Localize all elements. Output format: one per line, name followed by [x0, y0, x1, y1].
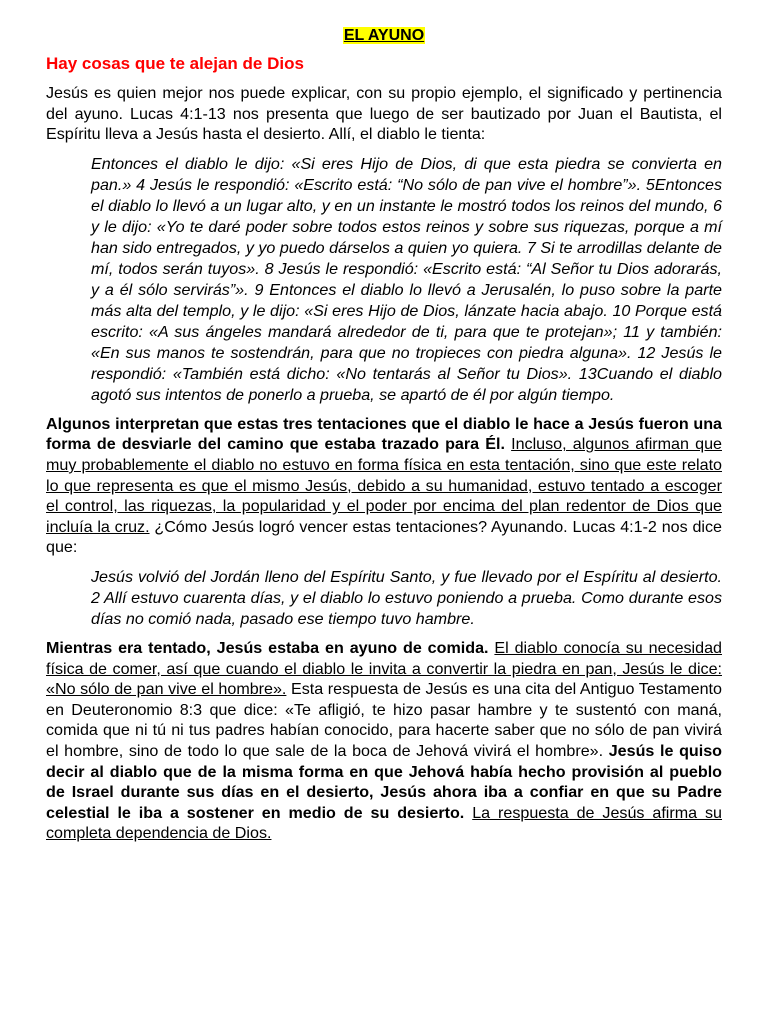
document-title	[46, 26, 722, 46]
interpretation-plain-text: ¿Cómo Jesús logró vencer estas tentaciones? Ayunando. Lucas 4:1-2 nos dice que:	[46, 517, 722, 557]
paragraph-interpretation	[46, 414, 722, 558]
document-page	[46, 26, 722, 853]
fasting-bold-text-2: Jesús le quiso decir al diablo que de la misma forma en que Jehová había hecho provisión al pueblo de Israel durante sus días en el desierto, Jesús ahora iba a confiar en que su Padre celestial le iba a sostener en medio de su desierto.	[46, 741, 722, 822]
fasting-underlined-text-1: El diablo conocía su necesidad física de comer, así que cuando el diablo le invita a convertir la piedra en pan, Jesús le dice: «No sólo de pan vive el hombre».	[46, 638, 722, 699]
document-subtitle: Hay cosas que te alejan de Dios	[46, 54, 304, 73]
paragraph-fasting	[46, 638, 722, 844]
fasting-underlined-text-2: La respuesta de Jesús afirma su completa dependencia de Dios.	[46, 803, 723, 843]
quote-luke-temptation: Entonces el diablo le dijo: «Si eres Hijo de Dios, di que esta piedra se convierta en pan.» 4 Jesús le respondió: «Escrito está: “No sólo de pan vive el hombre”». 5Entonces el diablo lo llevó a un lugar alto, y en un instante le mostró todos los reinos del mundo, 6 y le dijo: «Yo te daré poder sobre todos estos reinos y sobre sus riquezas, porque a mí han sido entregados, y yo puedo dárselos a quien yo quiera. 7 Si te arrodillas delante de mí, todos serán tuyos». 8 Jesús le respondió: «Escrito está: “Al Señor tu Dios adorarás, y a él sólo servirás”». 9 Entonces el diablo lo llevó a Jerusalén, lo puso sobre la parte más alta del templo, y le dijo: «Si eres Hijo de Dios, lánzate hacia abajo. 10 Porque está escrito: «A sus ángeles mandará alrededor de ti, para que te protejan»; 11 y también: «En sus manos te sostendrán, para que no tropieces con piedra alguna». 12 Jesús le respondió: «También está dicho: «No tentarás al Señor tu Dios». 13Cuando el diablo agotó sus intentos de ponerlo a prueba, se apartó de él por algún tiempo.	[91, 154, 722, 404]
fasting-bold-text-1: Mientras era tentado, Jesús estaba en ayuno de comida.	[46, 638, 489, 657]
interpretation-underlined-text: Incluso, algunos afirman que muy probablemente el diablo no estuvo en forma física en esta tentación, sino que este relato lo que representa es que el mismo Jesús, debido a su humanidad, estuvo tentado a escoger el control, las riquezas, la popularidad y el poder por encima del plan redentor de Dios que incluía la cruz.	[46, 435, 722, 536]
document-title-text: EL AYUNO	[343, 27, 425, 44]
interpretation-bold-text: Algunos interpretan que estas tres tentaciones que el diablo le hace a Jesús fueron una forma de desviarle del camino que estaba trazado para Él.	[46, 414, 722, 454]
quote-luke-desert: Jesús volvió del Jordán lleno del Espíritu Santo, y fue llevado por el Espíritu al desierto. 2 Allí estuvo cuarenta días, y el diablo lo estuvo poniendo a prueba. Como durante esos días no comió nada, pasado ese tiempo tuvo hambre.	[91, 567, 722, 628]
paragraph-intro: Jesús es quien mejor nos puede explicar, con su propio ejemplo, el significado y pertinencia del ayuno. Lucas 4:1-13 nos presenta que luego de ser bautizado por Juan el Bautista, el Espíritu lleva a Jesús hasta el desierto. Allí, el diablo le tienta:	[46, 84, 722, 144]
fasting-plain-text: Esta respuesta de Jesús es una cita del Antiguo Testamento en Deuteronomio 8:3 que dice: «Te afligió, te hizo pasar hambre y te sustentó con maná, comida que ni tú ni tus padres habían conocido, para hacerte saber que no sólo de pan vivirá el hombre, sino de todo lo que sale de la boca de Jehová vivirá el hombre».	[46, 680, 722, 760]
